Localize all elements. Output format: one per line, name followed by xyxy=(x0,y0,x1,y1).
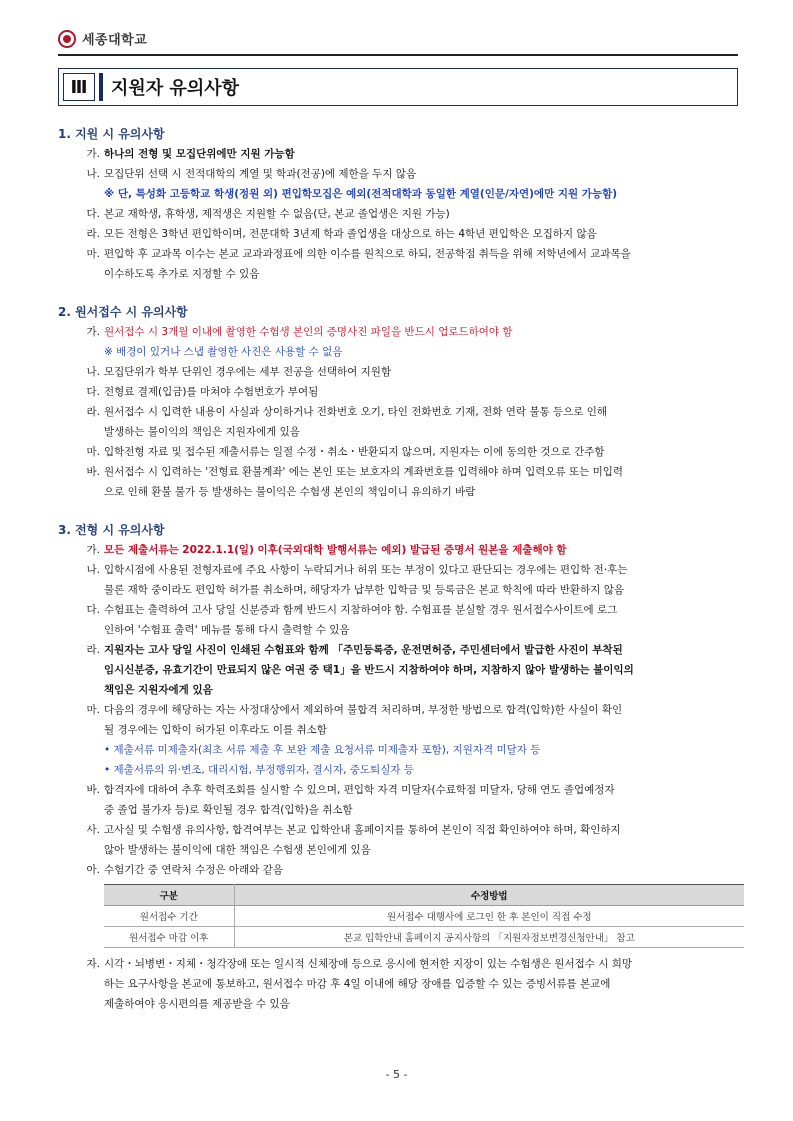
page-header xyxy=(58,28,738,54)
item-text: 으로 인해 환불 불가 등 발생하는 불이익은 수험생 본인의 책임이니 유의하기 바람 xyxy=(104,486,476,498)
list-item xyxy=(58,462,748,482)
item-text: • 제출서류 미제출자(최초 서류 제출 후 보완 제출 요청서류 미제출자 포함), 지원자격 미달자 등 xyxy=(104,744,541,756)
list-item xyxy=(58,700,748,720)
table-header-row xyxy=(104,885,744,906)
item-text: 않아 발생하는 불이익에 대한 책임은 수험생 본인에게 있음 xyxy=(104,844,371,856)
item-marker xyxy=(58,740,104,760)
item-text: 원서접수 시 입력한 내용이 사실과 상이하거나 전화번호 오기, 타인 전화번호 기재, 전화 연락 불통 등으로 인해 xyxy=(104,406,608,418)
item-text: ※ 단, 특성화 고등학교 학생(정원 외) 편입학모집은 예외(전적대학과 동일한 계열(인문/자연)에만 지원 가능함) xyxy=(104,188,618,200)
section-title: 지원자 유의사항 xyxy=(111,78,239,99)
item-text: 전형료 결제(입금)를 마쳐야 수험번호가 부여됨 xyxy=(104,386,319,398)
item-marker xyxy=(58,342,104,362)
table-header: 구분 xyxy=(104,885,234,906)
heading-screening-notes: 3. 전형 시 유의사항 xyxy=(58,523,165,537)
item-marker: 나. xyxy=(86,366,100,378)
item-text: 입학전형 자료 및 접수된 제출서류는 일절 수정・취소・반환되지 않으며, 지원자는 이에 동의한 것으로 간주함 xyxy=(104,446,605,458)
list-item xyxy=(58,840,748,860)
item-marker xyxy=(58,974,104,994)
list-item xyxy=(58,164,748,184)
table-row xyxy=(104,906,744,927)
item-text: 원서접수 시 입력하는 '전형료 환불계좌' 에는 본인 또는 보호자의 계좌번호를 입력해야 하며 입력오류 또는 미입력 xyxy=(104,466,624,478)
item-text: 모든 제출서류는 2022.1.1(일) 이후(국외대학 발행서류는 예외) 발급된 증명서 원본을 제출해야 함 xyxy=(104,544,567,556)
list-item xyxy=(58,244,748,264)
item-text: 중 졸업 불가자 등)로 확인될 경우 합격(입학)을 취소함 xyxy=(104,804,353,816)
list-item xyxy=(58,974,748,994)
university-logo xyxy=(58,29,147,48)
item-text: 모집단위가 학부 단위인 경우에는 세부 전공을 선택하여 지원함 xyxy=(104,366,392,378)
item-marker: 가. xyxy=(86,148,100,160)
list-item xyxy=(58,184,748,204)
list-item xyxy=(58,720,748,740)
screening-notes-list xyxy=(58,540,748,880)
item-marker: 가. xyxy=(86,544,100,556)
item-text: 책임은 지원자에게 있음 xyxy=(104,684,213,696)
item-text: 인하여 '수험표 출력' 메뉴를 통해 다시 출력할 수 있음 xyxy=(104,624,350,636)
item-marker: 라. xyxy=(86,644,100,656)
item-text: • 제출서류의 위·변조, 대리시험, 부정행위자, 결시자, 중도퇴실자 등 xyxy=(104,764,414,776)
item-text: 수험표는 출력하여 고사 당일 신분증과 함께 반드시 지참하여야 함. 수험표를 분실할 경우 원서접수사이트에 로그 xyxy=(104,604,618,616)
item-marker: 나. xyxy=(86,564,100,576)
item-marker xyxy=(58,994,104,1014)
list-item xyxy=(58,820,748,840)
list-item xyxy=(58,800,748,820)
item-marker: 바. xyxy=(86,784,100,796)
item-text: 발생하는 불이익의 책임은 지원자에게 있음 xyxy=(104,426,300,438)
list-item xyxy=(58,600,748,620)
item-text: 임시신분증, 유효기간이 만료되지 않은 여권 중 택1」을 반드시 지참하여야 하며, 지참하지 않아 발생하는 불이익의 xyxy=(104,664,634,676)
item-marker xyxy=(58,660,104,680)
list-item xyxy=(58,382,748,402)
item-marker xyxy=(58,680,104,700)
item-marker xyxy=(58,264,104,284)
table-cell: 원서접수 대행사에 로그인 한 후 본인이 직접 수정 xyxy=(234,906,744,927)
item-marker: 마. xyxy=(86,704,100,716)
item-text: 합격자에 대하여 추후 학력조회를 실시할 수 있으며, 편입학 자격 미달자(수료학점 미달자, 당해 연도 졸업예정자 xyxy=(104,784,615,796)
item-marker: 아. xyxy=(86,864,100,876)
item-marker xyxy=(58,800,104,820)
university-seal-icon xyxy=(58,30,76,48)
list-item xyxy=(58,740,748,760)
list-item xyxy=(58,540,748,560)
item-marker: 바. xyxy=(86,466,100,478)
item-marker: 마. xyxy=(86,446,100,458)
item-marker: 다. xyxy=(86,208,100,220)
item-marker xyxy=(58,840,104,860)
item-text: 원서접수 시 3개월 이내에 촬영한 수험생 본인의 증명사진 파일을 반드시 업로드하여야 함 xyxy=(104,326,513,338)
list-item xyxy=(58,580,748,600)
list-item xyxy=(58,144,748,164)
item-marker: 가. xyxy=(86,326,100,338)
item-text: 이수하도록 추가로 지정할 수 있음 xyxy=(104,268,260,280)
item-text: ※ 배경이 있거나 스냅 촬영한 사진은 사용할 수 없음 xyxy=(104,346,343,358)
item-marker xyxy=(58,482,104,502)
page-number: - 5 - xyxy=(385,1068,408,1081)
list-item xyxy=(58,640,748,660)
item-marker xyxy=(58,580,104,600)
list-item xyxy=(58,362,748,382)
university-name: 세종대학교 xyxy=(82,33,148,48)
table-cell: 원서접수 마감 이후 xyxy=(104,927,234,948)
item-marker xyxy=(58,620,104,640)
heading-apply-notes: 1. 지원 시 유의사항 xyxy=(58,127,165,141)
item-text: 모집단위 선택 시 전적대학의 계열 및 학과(전공)에 제한을 두지 않음 xyxy=(104,168,417,180)
list-item xyxy=(58,560,748,580)
item-marker xyxy=(58,760,104,780)
list-item xyxy=(58,422,748,442)
item-text: 될 경우에는 입학이 허가된 이후라도 이를 취소함 xyxy=(104,724,327,736)
list-item xyxy=(58,402,748,422)
list-item xyxy=(58,660,748,680)
header-divider xyxy=(58,54,738,56)
list-item xyxy=(58,204,748,224)
list-item xyxy=(58,760,748,780)
item-text: 제출하여야 응시편의를 제공받을 수 있음 xyxy=(104,998,290,1010)
screening-notes-list-continued xyxy=(58,954,748,1014)
list-item xyxy=(58,224,748,244)
item-marker: 나. xyxy=(86,168,100,180)
list-item xyxy=(58,264,748,284)
list-item xyxy=(58,954,748,974)
item-text: 모든 전형은 3학년 편입학이며, 전문대학 3년제 학과 졸업생을 대상으로 하는 4학년 편입학은 모집하지 않음 xyxy=(104,228,597,240)
contact-change-table xyxy=(104,884,744,948)
item-text: 본교 재학생, 휴학생, 제적생은 지원할 수 없음(단, 본교 졸업생은 지원 가능) xyxy=(104,208,450,220)
list-item xyxy=(58,342,748,362)
item-text: 수험기간 중 연락처 수정은 아래와 같음 xyxy=(104,864,283,876)
table-row xyxy=(104,927,744,948)
application-notes-list xyxy=(58,322,748,502)
item-marker xyxy=(58,184,104,204)
list-item xyxy=(58,994,748,1014)
item-text: 입학시점에 사용된 전형자료에 주요 사항이 누락되거나 허위 또는 부정이 있다고 판단되는 경우에는 편입학 전·후는 xyxy=(104,564,628,576)
item-text: 하는 요구사항을 본교에 통보하고, 원서접수 마감 후 4일 이내에 해당 장애를 입증할 수 있는 증빙서류를 본교에 xyxy=(104,978,611,990)
list-item xyxy=(58,322,748,342)
heading-application-notes: 2. 원서접수 시 유의사항 xyxy=(58,305,188,319)
item-marker: 라. xyxy=(86,406,100,418)
list-item xyxy=(58,780,748,800)
item-text: 다음의 경우에 해당하는 자는 사정대상에서 제외하여 불합격 처리하며, 부정한 방법으로 합격(입학)한 사실이 확인 xyxy=(104,704,623,716)
table-cell: 원서접수 기간 xyxy=(104,906,234,927)
item-text: 물론 재학 중이라도 편입학 허가를 취소하며, 해당자가 납부한 입학금 및 등록금은 본교 학칙에 따라 반환하지 않음 xyxy=(104,584,624,596)
item-text: 시각・뇌병변・지체・청각장애 또는 일시적 신체장애 등으로 응시에 현저한 지장이 있는 수험생은 원서접수 시 희망 xyxy=(104,958,632,970)
apply-notes-list xyxy=(58,144,748,284)
list-item xyxy=(58,620,748,640)
item-marker: 다. xyxy=(86,604,100,616)
item-marker: 라. xyxy=(86,228,100,240)
table-cell: 본교 입학안내 홈페이지 공지사항의 「지원자정보변경신청안내」 참고 xyxy=(234,927,744,948)
table-header: 수정방법 xyxy=(234,885,744,906)
item-marker xyxy=(58,422,104,442)
list-item xyxy=(58,482,748,502)
section-title-box xyxy=(58,68,738,106)
item-marker: 마. xyxy=(86,248,100,260)
item-text: 지원자는 고사 당일 사진이 인쇄된 수험표와 함께 「주민등록증, 운전면허증, 주민센터에서 발급한 사진이 부착된 xyxy=(104,644,623,656)
item-marker: 자. xyxy=(86,958,100,970)
list-item xyxy=(58,442,748,462)
item-text: 고사실 및 수험생 유의사항, 합격여부는 본교 입학안내 홈페이지를 통하여 본인이 직접 확인하여야 하며, 확인하지 xyxy=(104,824,621,836)
section-number: Ⅲ xyxy=(63,73,95,101)
item-text: 하나의 전형 및 모집단위에만 지원 가능함 xyxy=(104,148,295,160)
list-item xyxy=(58,680,748,700)
item-marker xyxy=(58,720,104,740)
document-body xyxy=(58,124,748,1014)
item-marker: 다. xyxy=(86,386,100,398)
list-item xyxy=(58,860,748,880)
item-text: 편입학 후 교과목 이수는 본교 교과과정표에 의한 이수를 원칙으로 하되, 전공학점 취득을 위해 저학년에서 교과목을 xyxy=(104,248,631,260)
item-marker: 사. xyxy=(86,824,100,836)
